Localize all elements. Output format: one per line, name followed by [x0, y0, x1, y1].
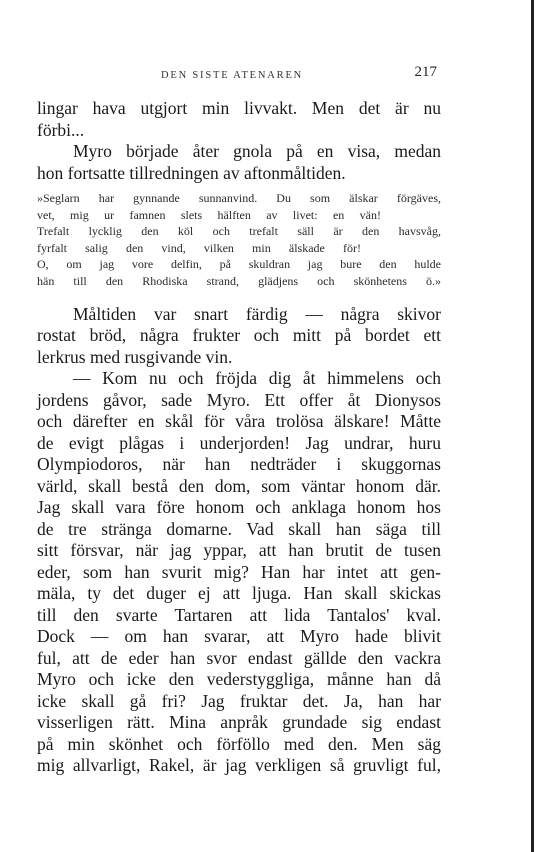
text-line: till den svarte Tartaren att lida Tantalos' kval. [37, 604, 441, 625]
text-line: ful, att de eder han svor endast gällde den vackra [37, 647, 441, 668]
poem-line: »Seglarn har gynnande sunnanvind. Du som älskar förgäves, [37, 191, 441, 205]
text-line: lingar hava utgjort min livvakt. Men det är nu [37, 98, 441, 118]
text-line: eder, som han svurit mig? Han har intet att gen- [37, 561, 441, 582]
page-edge [531, 0, 534, 852]
text-line: — Kom nu och fröjda dig åt himmelens och [73, 368, 441, 389]
text-line: värld, skall bestå den dom, som väntar honom där. [37, 475, 441, 496]
poem-block [37, 190, 441, 290]
text-line: mäla, ty det duger ej att ljuga. Han skall skickas [37, 583, 441, 604]
text-line: mig allvarligt, Rakel, är jag verkligen så gruvligt ful, [37, 755, 441, 776]
text-line: rostat bröd, några frukter och mitt på bordet ett [37, 325, 441, 346]
text-line: på min skönhet och förföllo med den. Men säg [37, 733, 441, 754]
poem-line: vet, mig ur famnen slets hälften av livet: en vän! [37, 207, 381, 222]
text-line: Måltiden var snart färdig — några skivor [73, 303, 441, 324]
text-line: icke skall gå fri? Jag fruktar det. Ja, han har [37, 690, 441, 711]
text-line: förbi... [37, 119, 85, 140]
text-line: lerkrus med rusgivande vin. [37, 346, 233, 367]
body-text [37, 98, 441, 777]
text-line: hon fortsatte tillredningen av aftonmåltiden. [37, 162, 346, 183]
text-line: Myro började åter gnola på en visa, medan [73, 141, 441, 161]
page-header [37, 62, 441, 82]
text-line: sitt försvar, när jag yppar, att han brutit de tusen [37, 540, 441, 561]
text-line: de evigt plågas i underjorden! Jag undrar, huru [37, 432, 441, 453]
text-line: Olympiodoros, när han nedträder i skuggornas [37, 454, 441, 475]
text-line: Myro och icke den vederstyggliga, månne han då [37, 669, 441, 690]
poem-line: O, om jag vore delfin, på skuldran jag bure den hulde [37, 257, 441, 272]
poem-line: Trefalt lycklig den köl och trefalt säll är den havsvåg, [37, 224, 441, 239]
text-line: visserligen rätt. Mina anpråk grundade sig endast [37, 712, 441, 733]
text-line: jordens gåvor, sade Myro. Ett offer åt Dionysos [37, 389, 441, 410]
running-title: DEN SISTE ATENAREN [161, 70, 304, 81]
poem-line: hän till den Rhodiska strand, glädjens och skönhetens ö.» [37, 273, 441, 288]
page-number: 217 [414, 64, 437, 80]
text-line: Dock — om han svarar, att Myro hade blivit [37, 626, 441, 647]
text-line: och därefter en skål för våra trolösa älskare! Måtte [37, 411, 441, 432]
book-page [37, 0, 441, 852]
text-line: Jag skall vara före honom och anklaga honom hos [37, 497, 441, 518]
text-line: de tre stränga domarne. Vad skall han säga till [37, 518, 441, 539]
poem-line: fyrfalt salig den vind, vilken min älskade för! [37, 240, 361, 255]
